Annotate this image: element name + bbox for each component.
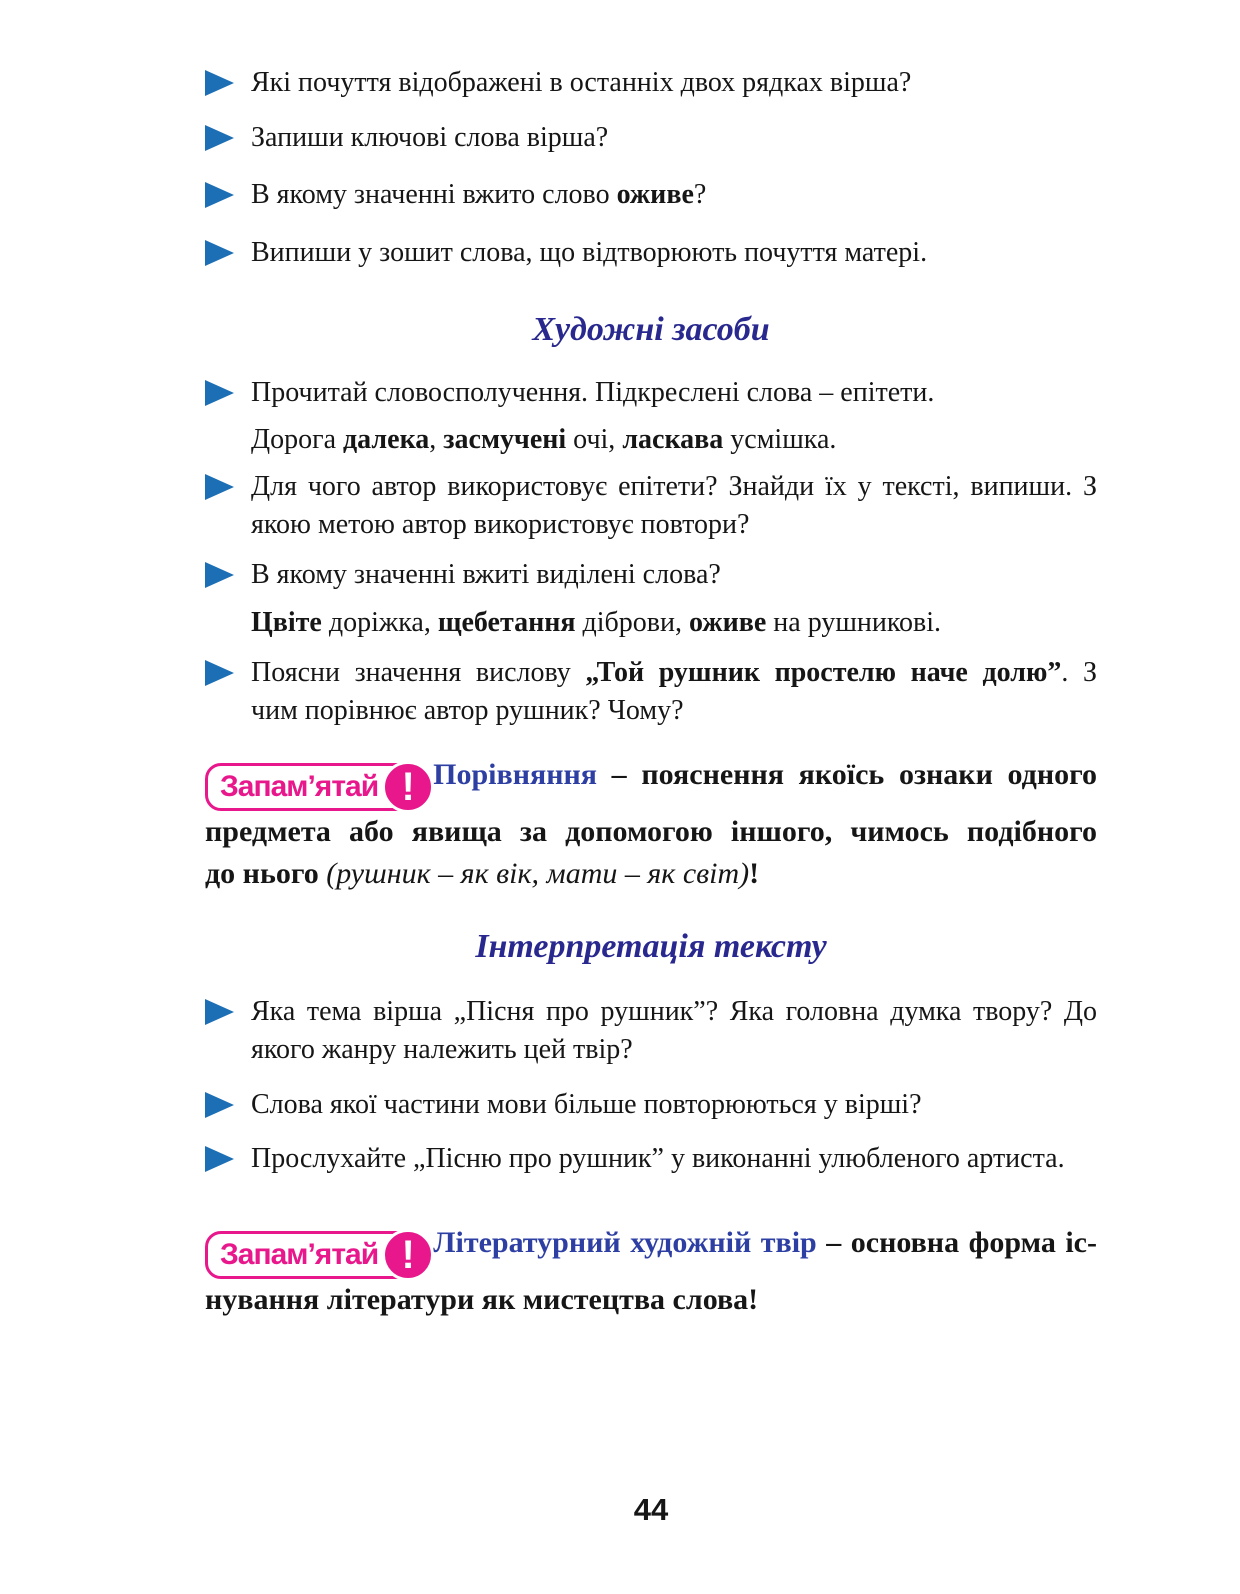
question-text: Прочитай словосполучення. Підкреслені слова – епітети. bbox=[251, 377, 935, 408]
bullet-triangle-icon bbox=[205, 182, 234, 208]
section-title-artistic-devices: Художні засоби bbox=[532, 311, 770, 348]
example-line bbox=[205, 604, 1097, 642]
example-text: Дорога далека, засмучені очі, ласкава усмішка. bbox=[251, 424, 837, 455]
remember-badge bbox=[205, 763, 417, 811]
memo-line bbox=[205, 1222, 1097, 1279]
memo-text: нування літератури як мистецтва слова! bbox=[205, 1283, 759, 1316]
remember-badge bbox=[205, 1231, 417, 1279]
question-text: Слова якої частини мови більше повторюються у вірші? bbox=[251, 1089, 922, 1120]
bullet-triangle-icon bbox=[205, 380, 234, 406]
question-text: Для чого автор використовує епітети? Знайди їх у тексті, випиши. З якою метою автор використовує повтори? bbox=[251, 471, 1097, 540]
memo-text: предмета або явища за допомогою іншого, чимось подібного bbox=[205, 815, 1097, 848]
bullet-triangle-icon bbox=[205, 70, 234, 96]
memo-text: до нього (рушник – як вік, мати – як світ)! bbox=[205, 857, 760, 890]
memo-text: Літературний художній твір – основна форма іс- bbox=[433, 1226, 1097, 1259]
bullet-triangle-icon bbox=[205, 125, 234, 151]
bullet-triangle-icon bbox=[205, 240, 234, 266]
remember-box-comparison bbox=[205, 754, 1097, 895]
page-content bbox=[205, 64, 1097, 1321]
list-item bbox=[205, 654, 1097, 730]
remember-badge-label: Запам’ятай bbox=[220, 770, 379, 803]
question-text: В якому значенні вжито слово оживе? bbox=[251, 179, 707, 210]
memo-line bbox=[205, 754, 1097, 811]
list-item bbox=[205, 1086, 1097, 1124]
exclamation-icon: ! bbox=[382, 761, 434, 813]
list-item bbox=[205, 556, 1097, 594]
list-item bbox=[205, 468, 1097, 544]
bullet-triangle-icon bbox=[205, 1146, 234, 1172]
list-item bbox=[205, 64, 1097, 102]
memo-text: Порівняння – пояснення якоїсь ознаки одного bbox=[433, 758, 1097, 791]
question-text: Прослухайте „Пісню про рушник” у виконанні улюбленого артиста. bbox=[251, 1143, 1065, 1174]
bullet-triangle-icon bbox=[205, 999, 234, 1025]
bullet-triangle-icon bbox=[205, 474, 234, 500]
list-item bbox=[205, 1140, 1097, 1178]
question-text: Поясни значення вислову „Той рушник простелю наче долю”. З чим порівнює автор рушник? Чому? bbox=[251, 657, 1097, 726]
bullet-triangle-icon bbox=[205, 660, 234, 686]
list-item bbox=[205, 119, 1097, 157]
example-line bbox=[205, 421, 1097, 459]
example-text: Цвіте доріжка, щебетання діброви, оживе на рушникові. bbox=[251, 607, 942, 638]
bullet-triangle-icon bbox=[205, 1092, 234, 1118]
question-text: В якому значенні вжиті виділені слова? bbox=[251, 559, 721, 590]
question-text: Які почуття відображені в останніх двох рядках вірша? bbox=[251, 67, 912, 98]
list-item bbox=[205, 176, 1097, 214]
list-item bbox=[205, 374, 1097, 412]
remember-badge-label: Запам’ятай bbox=[220, 1238, 379, 1271]
bullet-triangle-icon bbox=[205, 562, 234, 588]
question-text: Запиши ключові слова вірша? bbox=[251, 122, 609, 153]
section-title-text-interpretation: Інтерпретація тексту bbox=[475, 928, 827, 965]
question-text: Яка тема вірша „Пісня про рушник”? Яка головна думка твору? До якого жанру належить цей твір? bbox=[251, 996, 1097, 1065]
remember-box-literary-work bbox=[205, 1222, 1097, 1321]
question-text: Випиши у зошит слова, що відтворюють почуття матері. bbox=[251, 237, 928, 268]
list-item bbox=[205, 234, 1097, 272]
list-item bbox=[205, 993, 1097, 1069]
exclamation-icon: ! bbox=[382, 1229, 434, 1281]
page-number: 44 bbox=[633, 1492, 669, 1527]
